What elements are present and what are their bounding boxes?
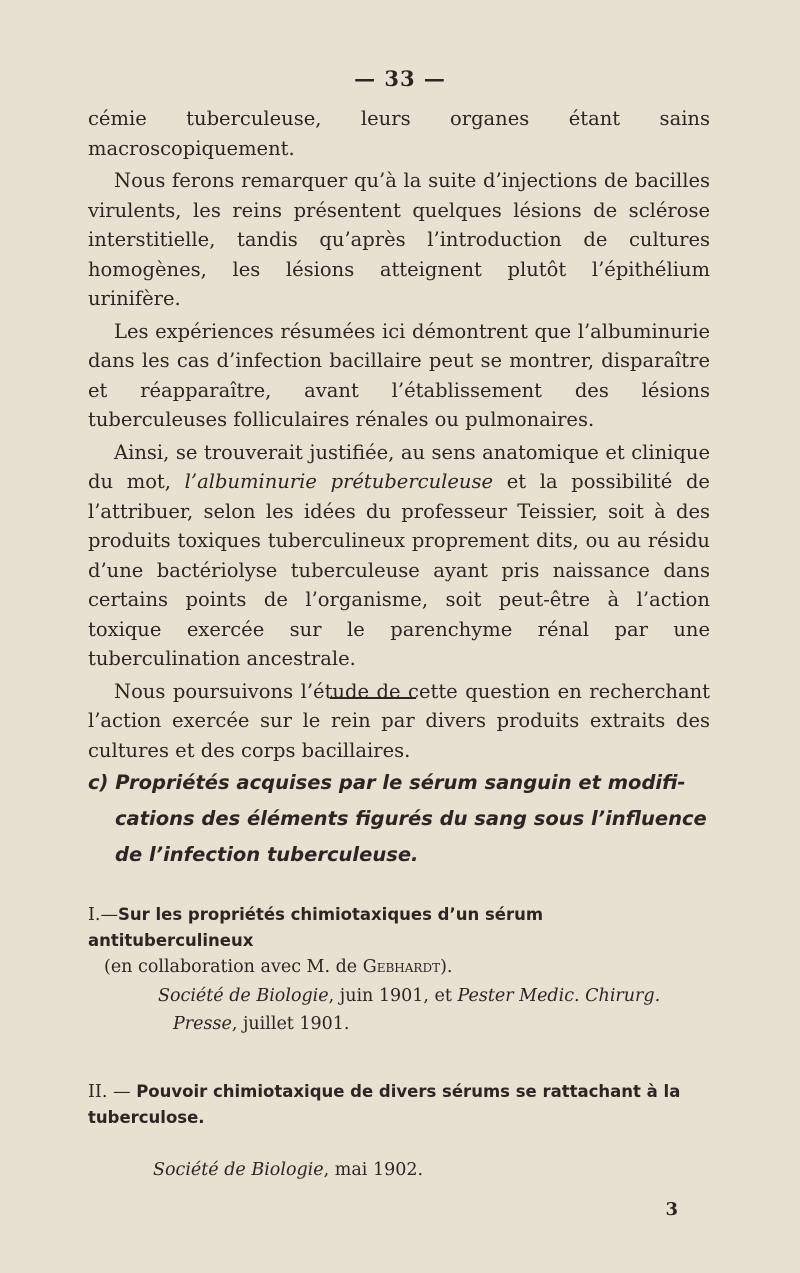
entry-title: Sur les propriétés chimiotaxiques d’un sérum antituberculineux — [88, 905, 544, 950]
ref-date: , mai 1902. — [323, 1160, 424, 1180]
paragraph: Nous poursuivons l’étude de cette question en recherchant l’action exercée sur le rein par divers produits extraits des cultures et des corps bacillaires. — [88, 679, 710, 762]
entry-collab — [88, 957, 452, 977]
journal-name: Presse — [173, 1014, 232, 1034]
bibliography-entry — [88, 902, 708, 980]
journal-name: Pester Medic. Chirurg. — [457, 986, 661, 1006]
collab-text: (en collaboration avec M. de — [104, 957, 363, 977]
paragraph-text: Ainsi, se trouverait justifiée, au sens anatomique et clinique du mot, — [88, 440, 710, 493]
paragraph-text: et la possibilité de l’attribuer, selon les idées du professeur Teissier, soit à des produits toxiques tuberculineux proprement dits, ou au résidu d’une bactériolyse tuberculeuse ayant pris naissance dans certains points de l’organisme, soit peut-être à l’action toxique exercée sur le parenchyme rénal par une tuberculination ancestrale. — [88, 470, 710, 670]
section-heading — [88, 765, 728, 873]
entry-number: I.— — [88, 905, 118, 925]
entry-title: Pouvoir chimiotaxique de divers sérums se rattachant à la — [130, 1082, 681, 1101]
bibliography-entry — [88, 1079, 708, 1131]
entry-reference — [173, 1010, 350, 1038]
body-text — [88, 104, 710, 765]
collab-name: Gebhardt — [362, 957, 441, 977]
ref-date: , juin 1901, et — [328, 986, 458, 1006]
entry-number: II. — — [88, 1082, 131, 1102]
section-divider — [330, 697, 416, 699]
entry-title: tuberculose. — [88, 1108, 205, 1127]
entry-reference — [153, 1156, 423, 1184]
journal-name: Société de Biologie — [158, 986, 329, 1006]
ref-date: , juillet 1901. — [231, 1014, 350, 1034]
paragraph: Nous ferons remarquer qu’à la suite d’injections de bacilles virulents, les reins présentent quelques lésions de sclérose interstitielle, tandis qu’après l’introduction de cultures homogènes, les lésions atteignent plutôt l’épithélium urinifère. — [88, 169, 710, 310]
section-title-line: Propriétés acquises par le sérum sanguin et modifi- — [115, 771, 686, 794]
journal-name: Société de Biologie — [153, 1160, 324, 1180]
collab-text: ). — [440, 957, 453, 977]
paragraph: Les expériences résumées ici démontrent que l’albuminurie dans les cas d’infection bacillaire peut se montrer, disparaître et réapparaître, avant l’établissement des lésions tuberculeuses folliculaires rénales ou pulmonaires. — [88, 319, 710, 431]
paragraph — [88, 438, 710, 674]
page-number: — 33 — — [354, 66, 446, 91]
entry-reference — [158, 982, 660, 1010]
section-label: c) — [88, 771, 109, 794]
italic-term: l’albuminurie prétuberculeuse — [184, 470, 494, 493]
section-title-line: cations des éléments figurés du sang sous l’influence — [115, 807, 707, 830]
section-title-line: de l’infection tuberculeuse. — [115, 843, 419, 866]
signature-number: 3 — [665, 1199, 678, 1220]
paragraph: cémie tuberculeuse, leurs organes étant sains macroscopiquement. — [88, 107, 710, 160]
